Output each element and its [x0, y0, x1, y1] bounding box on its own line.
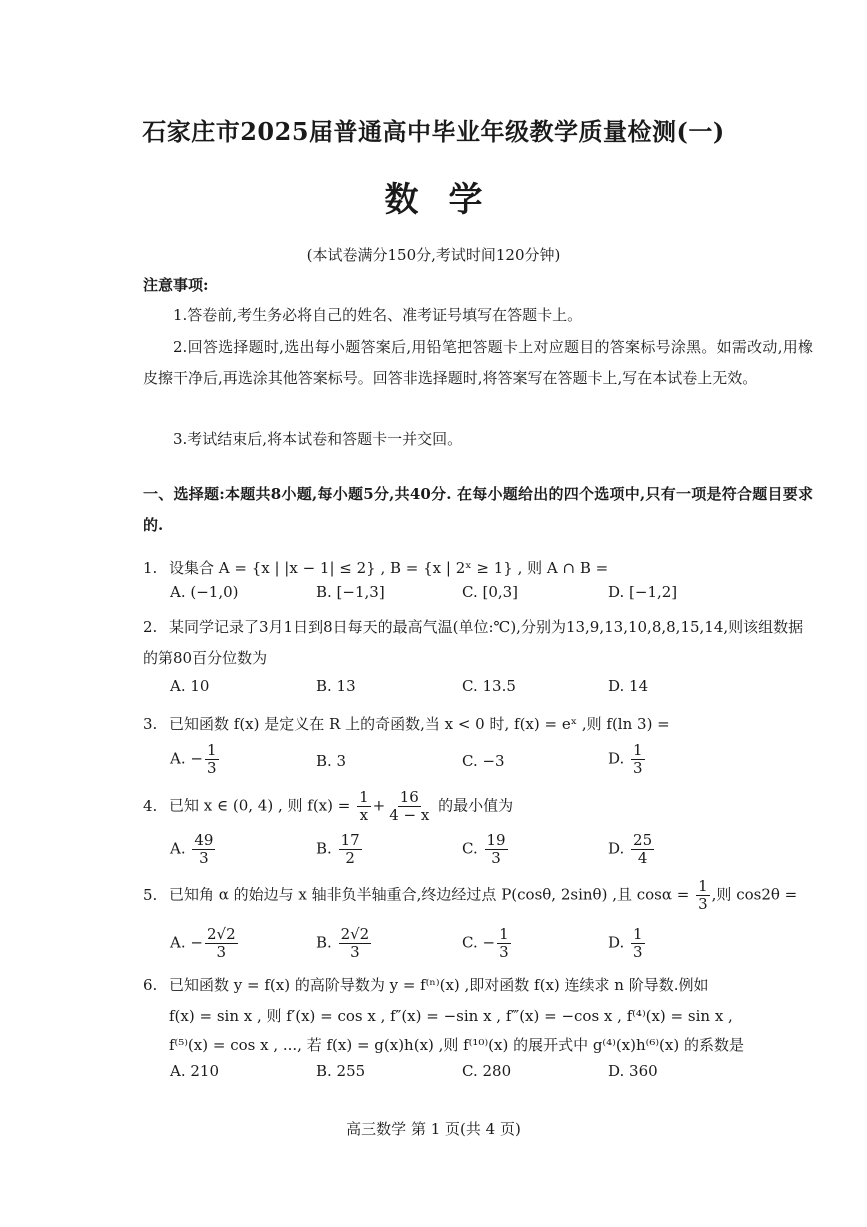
question-number: 2. — [143, 618, 158, 636]
option-fraction — [497, 926, 511, 961]
numerator: 16 — [399, 788, 419, 806]
notice-item-3: 3.考试结束后,将本试卷和答题卡一并交回。 — [173, 430, 463, 448]
q3-option-b: B. 3 — [316, 752, 347, 770]
option-fraction — [485, 832, 508, 867]
q4-option-b — [316, 832, 364, 867]
question-stem-prefix: 已知 x ∈ (0, 4) , 则 f(x) = — [169, 796, 351, 815]
q5-option-b — [316, 926, 373, 961]
question-5 — [143, 878, 797, 913]
denominator: 3 — [206, 759, 217, 777]
q6-option-b: B. 255 — [316, 1062, 366, 1080]
option-fraction — [631, 926, 645, 961]
option-fraction — [205, 926, 238, 961]
denominator: 3 — [633, 943, 643, 961]
option-label: A. — [170, 933, 186, 952]
question-1 — [143, 557, 608, 578]
denominator: 3 — [491, 849, 501, 867]
numerator: 1 — [499, 925, 509, 943]
q4-option-c — [462, 832, 510, 867]
exam-title: 石家庄市2025届普通高中毕业年级教学质量检测(一) — [142, 117, 725, 146]
q5-option-c — [462, 926, 513, 961]
question-4: 4. 已知 x ∈ (0, 4) , 则 f(x) = $\frac{1}{x}$ + $\frac{16}{4 - x}$ 的最小值为 — [143, 788, 514, 824]
exam-meta: (本试卷满分150分,考试时间120分钟) — [306, 246, 561, 264]
denominator: 3 — [199, 849, 209, 867]
option-label: C. — [462, 839, 478, 858]
question-6-line-2: f(x) = sin x , 则 f′(x) = cos x , f″(x) = −sin x , f‴(x) = −cos x , f⁽⁴⁾(x) = sin x , — [169, 1007, 733, 1025]
q1-option-c: C. [0,3] — [462, 583, 519, 601]
option-fraction — [631, 742, 645, 777]
subject-title: 数学 — [384, 180, 513, 220]
denominator: 4 − x — [389, 806, 430, 824]
question-number: 4. — [143, 796, 158, 815]
option-fraction — [339, 832, 362, 867]
q6-option-c: C. 280 — [462, 1062, 512, 1080]
q1-option-b: B. [−1,3] — [316, 583, 385, 601]
option-sign: − — [190, 749, 203, 768]
denominator: x — [359, 806, 369, 824]
question-stem: 某同学记录了3月1日到8日每天的最高气温(单位:℃),分别为13,9,13,10,8,8,15,14,则该组数据的第80百分位数为 — [143, 618, 804, 667]
numerator: 1 — [206, 741, 217, 759]
option-label: C. — [462, 933, 478, 952]
denominator: 3 — [633, 759, 643, 777]
numerator: 25 — [633, 831, 653, 849]
stem-fraction — [696, 878, 710, 913]
question-stem-prefix: 已知角 α 的始边与 x 轴非负半轴重合,终边经过点 P(cosθ, 2sinθ) ,且 cosα = — [169, 885, 690, 904]
denominator: 4 — [637, 849, 648, 867]
page-footer: 高三数学 第 1 页(共 4 页) — [346, 1120, 521, 1138]
question-stem-suffix: 的最小值为 — [438, 796, 514, 815]
option-label: B. — [316, 933, 332, 952]
option-label: B. — [316, 839, 332, 858]
stem-fraction-2 — [387, 789, 431, 824]
option-label: D. — [608, 933, 625, 952]
question-number: 1. — [143, 559, 158, 577]
option-label: D. — [608, 749, 625, 768]
q3-option-d — [608, 742, 647, 777]
option-label: A. — [170, 749, 186, 768]
numerator: 49 — [194, 831, 214, 849]
q6-option-d: D. 360 — [608, 1062, 658, 1080]
q2-option-b: B. 13 — [316, 677, 356, 695]
numerator: 17 — [340, 831, 360, 849]
question-number: 3. — [143, 715, 158, 733]
q3-option-a — [170, 742, 221, 777]
q4-option-a — [170, 832, 217, 867]
q2-option-c: C. 13.5 — [462, 677, 516, 695]
question-2 — [143, 612, 813, 674]
question-stem: 已知函数 f(x) 是定义在 R 上的奇函数,当 x < 0 时, f(x) = eˣ ,则 f(ln 3) = — [169, 715, 670, 733]
question-stem-suffix: ,则 cos2θ = — [711, 885, 798, 904]
q5-option-d — [608, 926, 647, 961]
q4-option-d — [608, 832, 656, 867]
option-sign: − — [190, 933, 203, 952]
question-3 — [143, 713, 670, 734]
denominator: 2 — [345, 849, 355, 867]
q3-option-c: C. −3 — [462, 752, 505, 770]
option-fraction — [192, 832, 215, 867]
stem-fraction-1 — [357, 789, 371, 824]
q2-option-d: D. 14 — [608, 677, 649, 695]
notice-item-2: 2.回答选择题时,选出每小题答案后,用铅笔把答题卡上对应题目的答案标号涂黑。如需改动,用橡皮擦干净后,再选涂其他答案标号。回答非选择题时,将答案写在答题卡上,写在本试卷上无效。 — [143, 338, 813, 387]
option-fraction — [339, 926, 372, 961]
option-fraction — [631, 832, 654, 867]
question-6-line-3: f⁽⁵⁾(x) = cos x , ..., 若 f(x) = g(x)h(x) ,则 f⁽¹⁰⁾(x) 的展开式中 g⁽⁴⁾(x)h⁽⁶⁾(x) 的系数是 — [169, 1036, 744, 1054]
question-number: 5. — [143, 885, 158, 904]
numerator: 2√2 — [340, 925, 370, 943]
option-label: D. — [608, 839, 625, 858]
q1-option-a: A. (−1,0) — [170, 583, 239, 601]
question-6 — [143, 974, 709, 995]
notice-heading: 注意事项: — [143, 276, 209, 294]
denominator: 3 — [216, 943, 227, 961]
notice-item-1: 1.答卷前,考生务必将自己的姓名、准考证号填写在答题卡上。 — [173, 306, 583, 324]
numerator: 19 — [486, 831, 506, 849]
option-label: A. — [170, 839, 186, 858]
question-number: 6. — [143, 976, 158, 994]
denominator: 3 — [499, 943, 509, 961]
numerator: 1 — [698, 877, 708, 895]
option-sign: − — [482, 933, 496, 952]
q5-option-a — [170, 926, 240, 961]
numerator: 1 — [633, 741, 643, 759]
numerator: 2√2 — [206, 925, 236, 943]
q1-option-d: D. [−1,2] — [608, 583, 678, 601]
question-stem: 设集合 A = {x | |x − 1| ≤ 2} , B = {x | 2ˣ ≥ 1} , 则 A ∩ B = — [169, 559, 609, 577]
q6-option-a: A. 210 — [170, 1062, 219, 1080]
q2-option-a: A. 10 — [170, 677, 210, 695]
numerator: 1 — [633, 925, 643, 943]
denominator: 3 — [350, 943, 360, 961]
denominator: 3 — [698, 895, 708, 913]
numerator: 1 — [359, 788, 369, 806]
question-stem-line-1: 已知函数 y = f(x) 的高阶导数为 y = f⁽ⁿ⁾(x) ,即对函数 f(x) 连续求 n 阶导数.例如 — [169, 976, 709, 994]
section-heading: 一、选择题:本题共8小题,每小题5分,共40分. 在每小题给出的四个选项中,只有一项是符合题目要求的. — [143, 485, 813, 534]
option-fraction — [205, 742, 219, 777]
